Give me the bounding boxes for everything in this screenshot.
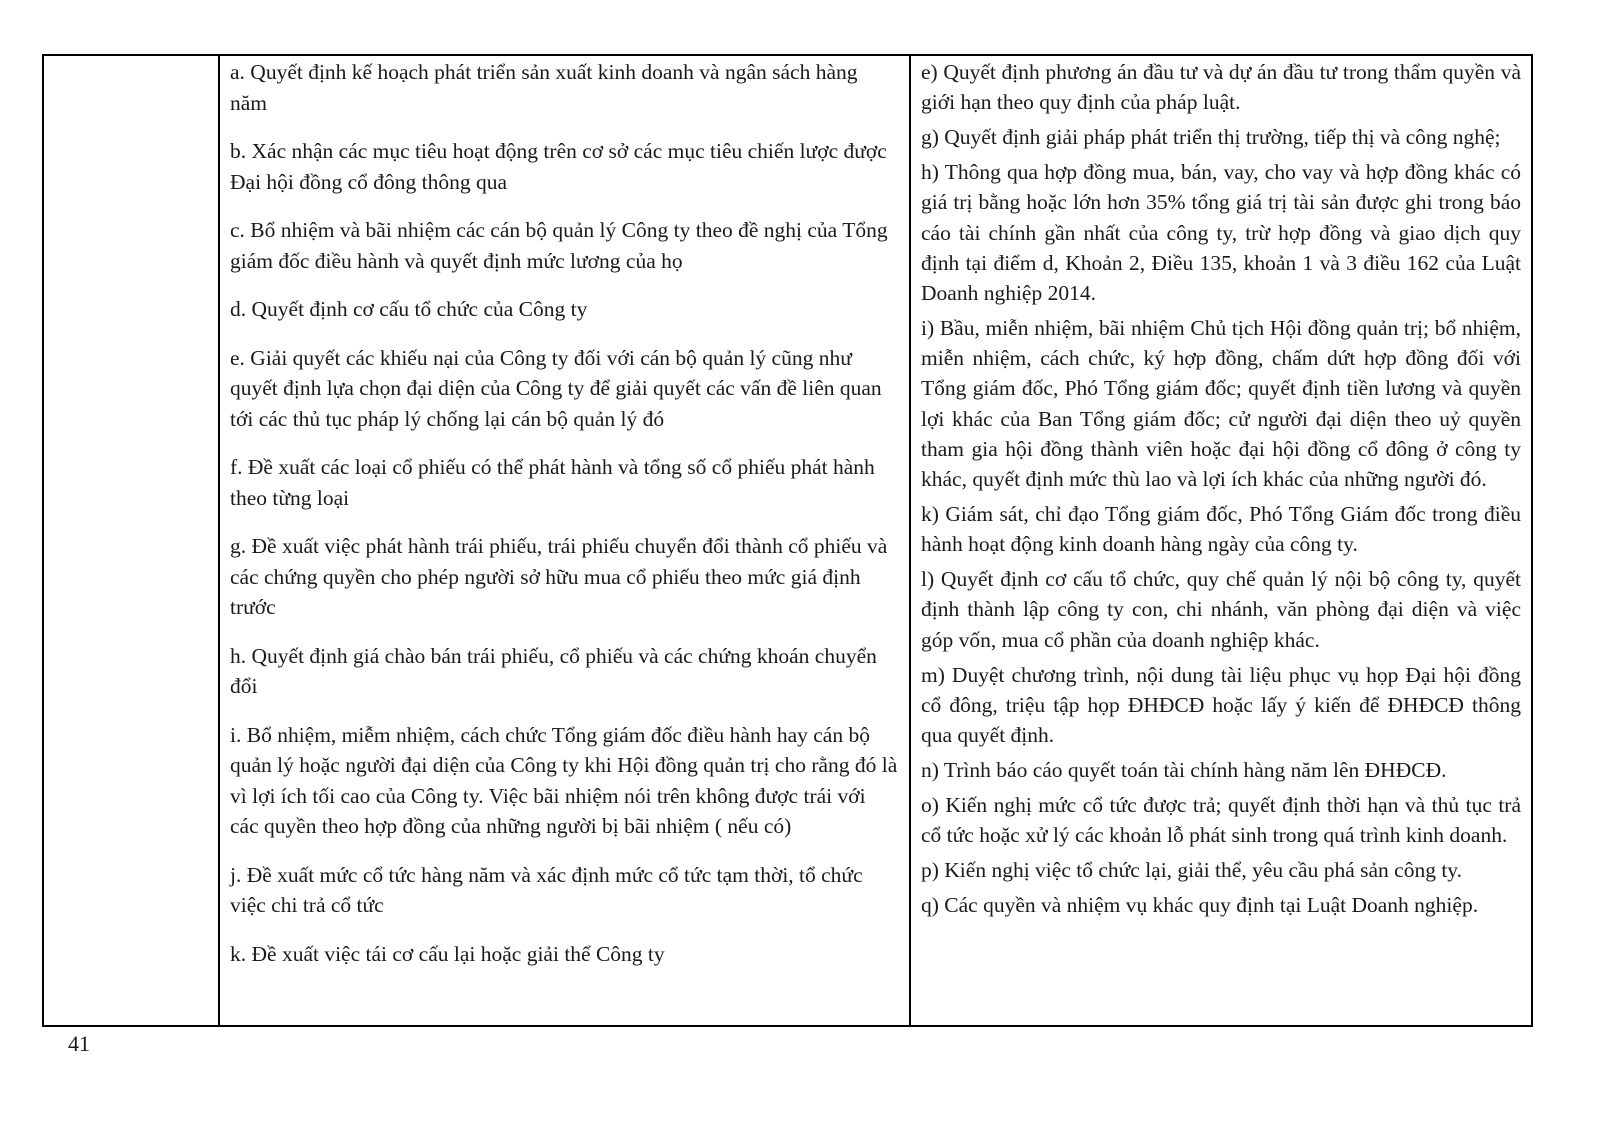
left-item-e: e. Giải quyết các khiếu nại của Công ty đối với cán bộ quản lý cũng như quyết định lựa chọn đại diện của Công ty để giải quyết các vấn đề liên quan tới các thủ tục pháp lý chống lại cán bộ quản lý đó	[230, 345, 882, 431]
document-table	[42, 54, 1533, 1027]
left-item-k: k. Đề xuất việc tái cơ cấu lại hoặc giải thể Công ty	[230, 941, 665, 966]
right-item-q: q) Các quyền và nhiệm vụ khác quy định tại Luật Doanh nghiệp.	[921, 893, 1479, 918]
left-item-h: h. Quyết định giá chào bán trái phiếu, cổ phiếu và các chứng khoán chuyển đổi	[230, 643, 877, 698]
right-item-m: m) Duyệt chương trình, nội dung tài liệu phục vụ họp Đại hội đồng cổ đông, triệu tập họp ĐHĐCĐ hoặc lấy ý kiến để ĐHĐCĐ thông qua quyết định.	[921, 662, 1521, 748]
right-item-p: p) Kiến nghị việc tổ chức lại, giải thể, yêu cầu phá sản công ty.	[921, 858, 1463, 883]
table-column-right	[911, 56, 1531, 1025]
table-column-empty	[44, 56, 220, 1025]
page-number: 41	[68, 1031, 90, 1056]
left-item-a: a. Quyết định kế hoạch phát triển sản xuất kinh doanh và ngân sách hàng năm	[230, 60, 858, 115]
left-item-b: b. Xác nhận các mục tiêu hoạt động trên cơ sở các mục tiêu chiến lược được Đại hội đồng cổ đông thông qua	[230, 139, 887, 194]
left-item-f: f. Đề xuất các loại cổ phiếu có thể phát hành và tổng số cổ phiếu phát hành theo từng loại	[230, 455, 875, 510]
left-item-d: d. Quyết định cơ cấu tổ chức của Công ty	[230, 297, 588, 321]
right-item-o: o) Kiến nghị mức cổ tức được trả; quyết định thời hạn và thủ tục trả cổ tức hoặc xử lý các khoản lỗ phát sinh trong quá trình kinh doanh.	[921, 793, 1521, 848]
right-item-k: k) Giám sát, chỉ đạo Tổng giám đốc, Phó Tổng Giám đốc trong điều hành hoạt động kinh doanh hàng ngày của công ty.	[921, 502, 1521, 557]
table-column-left	[220, 56, 911, 1025]
right-item-g: g) Quyết định giải pháp phát triển thị trường, tiếp thị và công nghệ;	[921, 125, 1501, 150]
left-item-j: j. Đề xuất mức cổ tức hàng năm và xác định mức cổ tức tạm thời, tổ chức việc chi trả cổ tức	[230, 862, 863, 917]
right-item-l: l) Quyết định cơ cấu tổ chức, quy chế quản lý nội bộ công ty, quyết định thành lập công ty con, chi nhánh, văn phòng đại diện và việc góp vốn, mua cổ phần của doanh nghiệp khác.	[921, 567, 1521, 652]
right-item-h: h) Thông qua hợp đồng mua, bán, vay, cho vay và hợp đồng khác có giá trị bằng hoặc lớn hơn 35% tổng giá trị tài sản được ghi trong báo cáo tài chính gần nhất của công ty, trừ hợp đồng và giao dịch quy định tại điểm d, Khoản 2, Điều 135, khoản 1 và 3 điều 162 của Luật Doanh nghiệp 2014.	[921, 160, 1521, 306]
right-item-n: n) Trình báo cáo quyết toán tài chính hàng năm lên ĐHĐCĐ.	[921, 758, 1447, 783]
left-item-c: c. Bổ nhiệm và bãi nhiệm các cán bộ quản lý Công ty theo đề nghị của Tổng giám đốc điều hành và quyết định mức lương của họ	[230, 218, 888, 273]
left-item-g: g. Đề xuất việc phát hành trái phiếu, trái phiếu chuyển đổi thành cổ phiếu và các chứng quyền cho phép người sở hữu mua cổ phiếu theo mức giá định trước	[230, 534, 888, 619]
right-item-e: e) Quyết định phương án đầu tư và dự án đầu tư trong thẩm quyền và giới hạn theo quy định của pháp luật.	[921, 60, 1521, 115]
left-item-i: i. Bổ nhiệm, miễm nhiệm, cách chức Tổng giám đốc điều hành hay cán bộ quản lý hoặc người đại diện của Công ty khi Hội đồng quản trị cho rằng đó là vì lợi ích tối cao của Công ty. Việc bãi nhiệm nói trên không được trái với các quyền theo hợp đồng của những người bị bãi nhiệm ( nếu có)	[230, 722, 898, 838]
right-item-i: i) Bầu, miễn nhiệm, bãi nhiệm Chủ tịch Hội đồng quản trị; bổ nhiệm, miễn nhiệm, cách chức, ký hợp đồng, chấm dứt hợp đồng đối với Tổng giám đốc, Phó Tổng giám đốc; quyết định tiền lương và quyền lợi khác của Ban Tổng giám đốc; cử người đại diện theo uỷ quyền tham gia hội đồng thành viên hoặc đại hội đồng cổ đông ở công ty khác, quyết định mức thù lao và lợi ích khác của những người đó.	[921, 316, 1521, 492]
